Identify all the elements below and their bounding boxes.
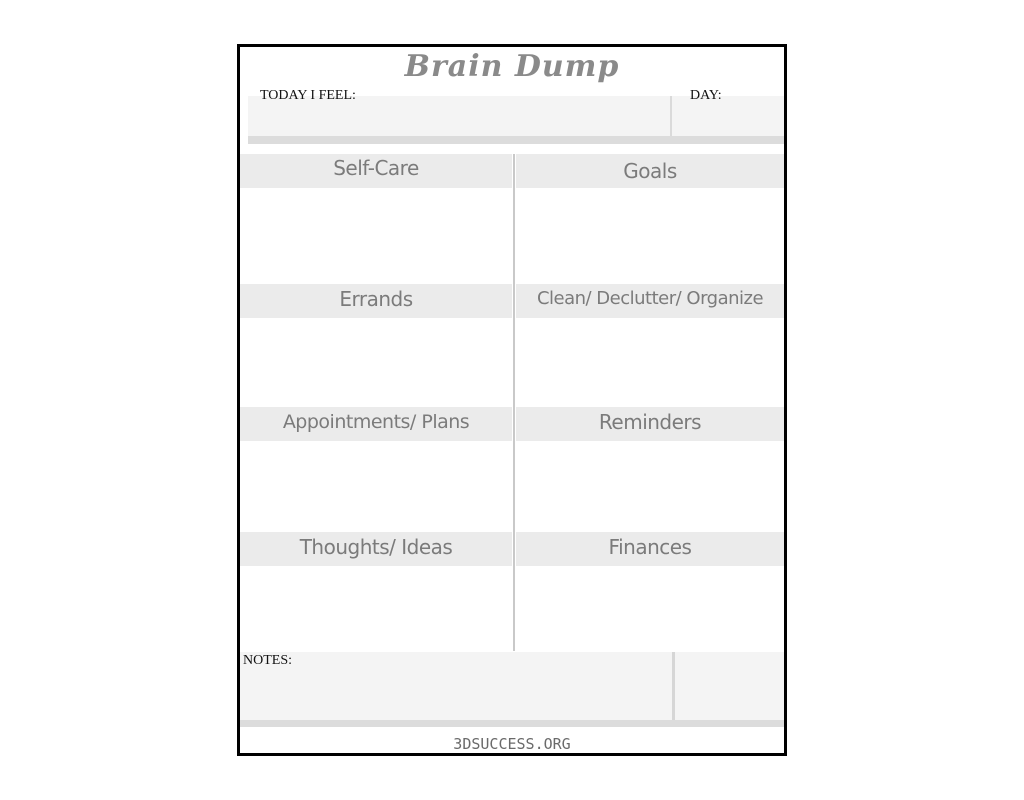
brain-dump-sheet [237,44,787,756]
section-heading-finances: Finances [608,535,692,559]
footer-website: 3DSUCCESS.ORG [453,735,571,753]
day-field[interactable] [672,96,784,136]
notes-label: NOTES: [243,653,292,668]
section-heading-self-care: Self-Care [333,156,419,180]
today-i-feel-label: TODAY I FEEL: [260,88,356,103]
page-title: Brain Dump [404,49,620,84]
section-heading-thoughts: Thoughts/ Ideas [299,535,453,559]
section-heading-goals: Goals [623,159,677,183]
day-label: DAY: [690,88,722,103]
notes-field[interactable] [240,652,672,720]
notes-side-field[interactable] [675,652,784,720]
section-heading-clean: Clean/ Declutter/ Organize [536,288,764,309]
section-heading-errands: Errands [339,287,413,311]
section-heading-reminders: Reminders [598,410,702,434]
notes-underline [240,720,784,727]
header-underline [248,136,784,144]
section-heading-appointments: Appointments/ Plans [282,411,470,433]
column-divider [513,154,515,651]
